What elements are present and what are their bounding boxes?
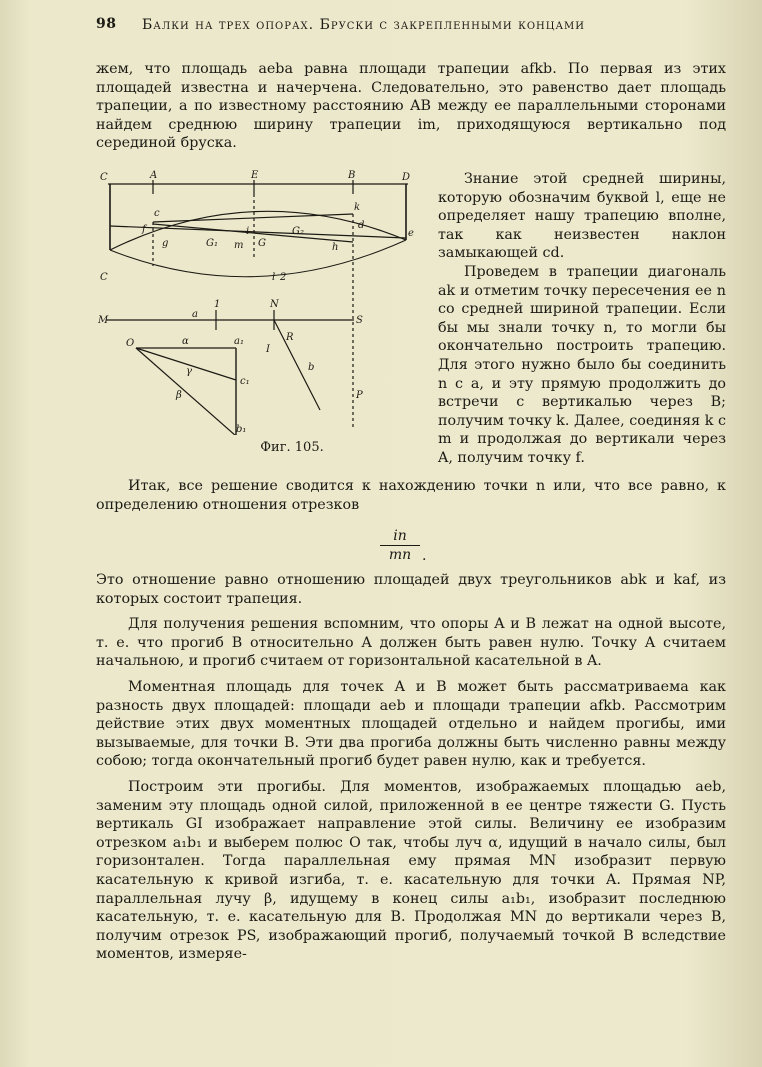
label-R: R <box>286 332 294 343</box>
label-d: d <box>358 220 365 231</box>
label-c: c <box>154 208 160 219</box>
figure-105 <box>96 170 426 460</box>
label-m: m <box>234 240 244 251</box>
ratio-formula <box>380 528 427 564</box>
conclusion-paragraph <box>96 477 726 514</box>
label-k: k <box>354 202 361 213</box>
label-G1: G₁ <box>206 238 218 249</box>
label-f: f <box>142 224 146 235</box>
label-h: h <box>332 242 339 253</box>
line-fk <box>153 214 353 222</box>
paragraph-3: Моментная площадь для точек A и B может быть рассматриваема как разность двух площадей: площади aeb и площади трапеции afkb. Рассмотрим действие этих двух моментных площадей отдельно и найдем прогибы, ими вызываемые, для точки B. Эти два прогиба должны быть численно равны между собою; тогда окончательный прогиб будет равен нулю, как и требуется. <box>96 678 726 770</box>
formula-numerator: in <box>380 528 420 546</box>
figure-caption: Фиг. 105. <box>260 440 324 455</box>
page-header <box>96 16 726 38</box>
ray-beta <box>136 348 236 435</box>
label-G2: G₂ <box>292 226 304 237</box>
lower-text <box>96 571 726 964</box>
label-i: i <box>246 226 250 237</box>
label-C: C <box>100 172 108 183</box>
label-two: 2 <box>280 272 287 283</box>
label-l: l <box>272 272 276 283</box>
top-paragraph <box>96 60 726 153</box>
page-number: 98 <box>96 16 117 32</box>
label-E: E <box>251 170 259 181</box>
formula-denominator: mn <box>388 547 412 563</box>
paragraph-side-1: Знание этой средней ширины, которую обозначим буквой l, еще не определяет нашу трапецию вполне, так как неизвестен наклон замыкающей cd. <box>438 171 726 262</box>
label-D: D <box>402 172 411 183</box>
beam-diagram <box>96 170 426 435</box>
label-gamma: γ <box>186 366 192 377</box>
label-one: 1 <box>214 299 221 310</box>
side-column <box>438 170 726 468</box>
label-G: G <box>258 238 266 249</box>
paragraph-main: Итак, все решение сводится к нахождению точки n или, что все равно, к определению отношения отрезков <box>96 478 726 513</box>
label-beta: β <box>176 390 182 401</box>
label-A: A <box>150 170 158 181</box>
label-g: g <box>162 238 169 249</box>
formula-dot: . <box>422 548 427 564</box>
paragraph-2: Для получения решения вспомним, что опоры A и B лежат на одной высоте, т. е. что прогиб B относительно A должен быть равен нулю. Точку A считаем начальною, и прогиб считаем от горизонтальной касательной в A. <box>96 616 726 670</box>
paragraph-side-2: Проведем в трапеции диагональ ak и отметим точку пересечения ее n со средней шириной трапеции. Если бы мы знали точку n, то могли бы окончательно построить трапецию. Для этого нужно было бы соединить n с a, и эту прямую продолжить до встречи с вертикалью через B; получим точку k. Далее, соединяя k с m и продолжая до вертикали через A, получим точку f. <box>438 263 726 466</box>
label-alpha: α <box>182 336 189 347</box>
label-S: S <box>356 315 363 326</box>
label-b1: b₁ <box>236 424 247 435</box>
diagonal-ak <box>153 224 353 242</box>
paragraph-4: Построим эти прогибы. Для моментов, изображаемых площадью aeb, заменим эту площадь одной силой, приложенной в ее центре тяжести G. Пусть вертикаль GI изображает направление этой силы. Величину ее изобразим отрезком a₁b₁ и выберем полюс O так, чтобы луч α, идущий в начало силы, был горизонтален. Тогда параллельная ему прямая MN изобразит первую касательную к кривой изгиба, т. е. касательную для точки A. Прямая NP, параллельная лучу β, идущему в конец силы a₁b₁, изобразит последнюю касательную, т. е. касательную для B. Продолжая MN до вертикали через B, получим отрезок PS, изображающий прогиб, получаемый точкой B вследствие моментов, измеряе- <box>96 778 726 963</box>
label-C-lower: C <box>100 272 108 283</box>
label-I: I <box>266 344 270 355</box>
label-B: B <box>348 170 356 181</box>
label-b: b <box>308 362 315 373</box>
paragraph-top: жем, что площадь aeba равна площади трапеции afkb. По первая из этих площадей известна и начерчена. Следовательно, это равенство дает площадь трапеции, а по известному расстоянию AB между ее параллельными сторонами найдем среднюю ширину трапеции im, приходящуюся вертикально под серединой бруска. <box>96 61 726 152</box>
label-N: N <box>270 299 279 310</box>
label-P: P <box>356 390 363 401</box>
label-e: e <box>408 228 414 239</box>
running-title: Балки на трех опорах. Бруски с закрепленными концами <box>142 17 586 33</box>
label-a1: a₁ <box>234 336 244 347</box>
label-a: a <box>192 309 198 320</box>
label-c1: c₁ <box>240 376 250 387</box>
label-M: M <box>98 315 109 326</box>
paragraph-after-formula: Это отношение равно отношению площадей двух треугольников abk и kaf, из которых состоит трапеция. <box>96 572 726 607</box>
label-O: O <box>126 338 135 349</box>
